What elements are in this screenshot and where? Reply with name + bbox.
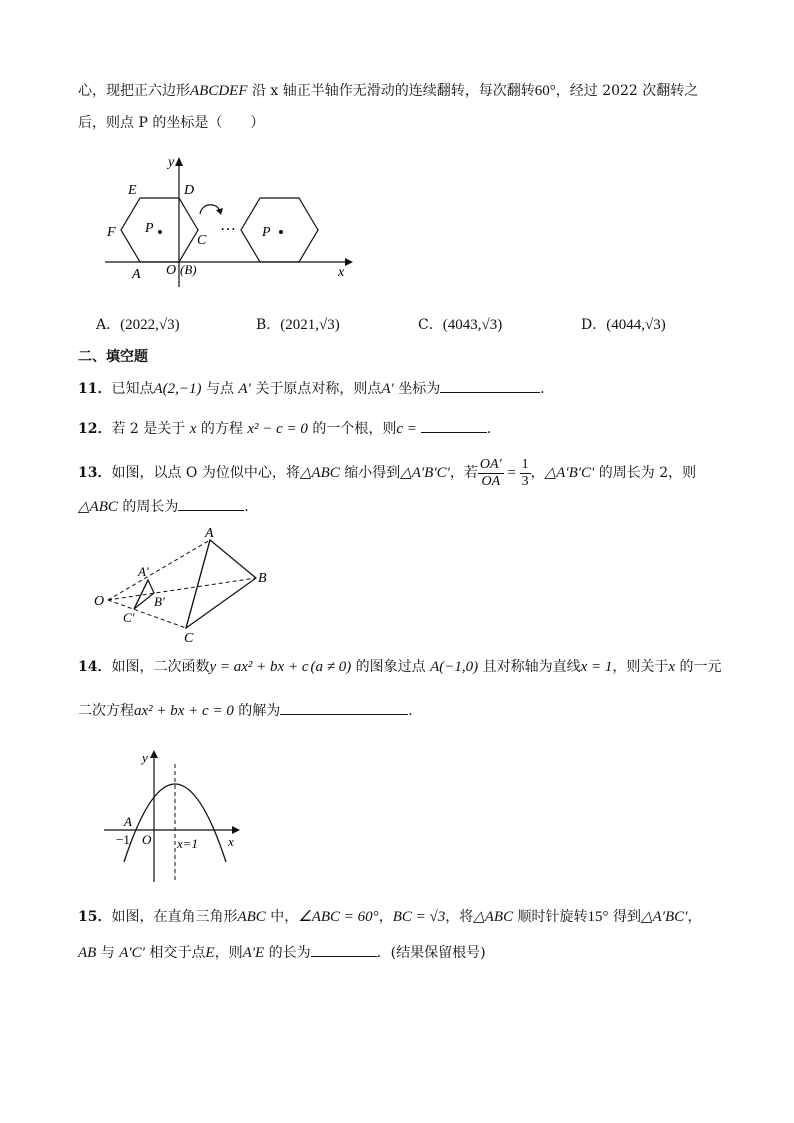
q14-text: 的解为 (233, 703, 281, 719)
q14-var: x (668, 659, 676, 675)
q11-text: 坐标为 (393, 381, 441, 397)
q15-point: E (205, 945, 215, 961)
q13-number: 13． (78, 465, 112, 481)
label-b: (B) (180, 262, 197, 277)
q15-text: 得到 (608, 909, 641, 925)
q11-point: A(2,−1) (153, 381, 202, 397)
section-title: 二、填空题 (78, 349, 148, 365)
hexagon-1 (121, 198, 198, 262)
option-value: (2022,√3) (120, 317, 180, 333)
q13-equals: = (503, 465, 520, 481)
q15-triangle: △A′BC′ (641, 909, 688, 925)
q12-text: 的一个根，则 (307, 421, 397, 437)
q12-number: 12． (78, 421, 112, 437)
q10-text: ，经过 2022 次翻转之 (555, 83, 699, 99)
q14-point: A(−1,0) (430, 659, 479, 675)
q10-line2 (78, 112, 264, 134)
q11-end: ． (540, 381, 555, 397)
q13-value-fraction: $\frac{1}{3}$ (521, 456, 529, 489)
q14-text: 如图，二次函数 (111, 659, 210, 675)
q14-end: ． (408, 703, 423, 719)
label-x: x (338, 265, 345, 280)
q15-line2 (78, 942, 486, 964)
q13-answer-blank[interactable] (178, 496, 244, 511)
option-letter: B． (256, 317, 281, 333)
label-x-equals-1: x=1 (177, 836, 199, 851)
label-e: E (128, 183, 137, 198)
label-b-prime: B′ (154, 594, 165, 609)
q11 (78, 378, 554, 400)
q15-segment: A′C′ (119, 945, 145, 961)
q13-text: ，若 (449, 465, 478, 481)
q15-line1 (78, 906, 701, 928)
q15-triangle: △ABC (473, 909, 514, 925)
option-a[interactable] (96, 314, 180, 336)
option-value: (2021,√3) (280, 317, 340, 333)
ellipsis-dots: … (220, 217, 236, 234)
q15-text: 顺时针旋转 (513, 909, 588, 925)
q14-text: 且对称轴为直线 (478, 659, 581, 675)
label-o: O (94, 594, 105, 609)
q15-segment: A′E (242, 945, 265, 961)
label-c: C (197, 233, 207, 248)
q15-rotation: 15° (587, 909, 609, 925)
q13-line1 (78, 456, 696, 490)
q12-equation: x² − c = 0 (247, 421, 308, 437)
option-value: (4043,√3) (442, 317, 503, 333)
q12-answer-blank[interactable] (421, 418, 487, 433)
label-o: O (142, 832, 152, 847)
label-y: y (142, 750, 148, 765)
q13-ratio-fraction: $\frac{OA'}{OA}$ (479, 456, 502, 489)
rotate-arrowhead-icon (216, 208, 223, 215)
q10-angle: 60° (534, 83, 556, 99)
q11-text: 关于原点对称，则点 (250, 381, 382, 397)
q10-text: 后，则点 P 的坐标是（ ） (78, 115, 265, 131)
q11-text: 已知点 (111, 381, 154, 397)
q11-number: 11． (78, 381, 112, 397)
label-a-prime: A′ (138, 564, 149, 579)
q13-text: ， (530, 465, 545, 481)
q15-text: ， (378, 909, 393, 925)
q15-triangle: ABC (237, 909, 266, 925)
q15-segment: AB (78, 945, 97, 961)
rotate-arrow-icon (200, 205, 220, 214)
q12-end: ． (486, 421, 501, 437)
hexagon-2 (241, 198, 318, 262)
q13-triangle: △ABC (78, 499, 118, 515)
label-f: F (107, 225, 116, 240)
triangle-abc (186, 540, 256, 628)
q10-line1 (78, 80, 698, 102)
q13-text: 如图，以点 O 为位似中心，将 (111, 465, 300, 481)
q14-answer-blank[interactable] (280, 700, 408, 715)
label-c: C (184, 631, 194, 646)
label-p-2: P (262, 225, 271, 240)
label-a: A (124, 814, 132, 829)
label-a: A (132, 267, 141, 282)
q13-text: 缩小得到 (339, 465, 401, 481)
q14-text: 的一元 (675, 659, 722, 675)
option-b[interactable] (256, 314, 340, 336)
label-y: y (168, 155, 175, 170)
label-a: A (205, 526, 214, 541)
x-axis-arrow-icon (345, 258, 353, 266)
q12-var: c = (396, 421, 417, 437)
q14-function: y = ax² + bx + c (209, 659, 309, 675)
q10-hexagon-figure (100, 152, 370, 292)
label-x: x (228, 834, 234, 849)
q15-angle: ∠ABC = 60° (298, 909, 379, 925)
y-axis-arrow-icon (175, 157, 183, 166)
q14-text: 二次方程 (78, 703, 134, 719)
q15-text: ，将 (445, 909, 474, 925)
label-d: D (184, 183, 195, 198)
point-p-2 (279, 230, 283, 234)
label-c-prime: C′ (123, 610, 135, 625)
q13-text: 的周长为 (117, 499, 179, 515)
option-letter: D． (581, 317, 607, 333)
point-p-1 (158, 230, 162, 234)
q14-axis: x = 1 (580, 659, 613, 675)
x-axis-arrow-icon (232, 826, 240, 834)
q11-point: A′ (238, 381, 251, 397)
q12-text: 的方程 (196, 421, 248, 437)
q13-triangle: △A′B′C′ (544, 465, 595, 481)
q13-triangle: △ABC (299, 465, 340, 481)
q10-text: 沿 x 轴正半轴作无滑动的连续翻转，每次翻转 (247, 83, 535, 99)
option-letter: A． (96, 317, 121, 333)
q13-similar-triangles-figure (90, 522, 280, 647)
q15-text: ， (687, 909, 702, 925)
q12 (78, 418, 501, 440)
option-value: (4044,√3) (606, 317, 666, 333)
label-p-1: P (145, 221, 154, 236)
q11-answer-blank[interactable] (440, 378, 540, 393)
option-d[interactable] (581, 314, 666, 336)
q15-text: 的长为 (264, 945, 311, 961)
q14-text: 的图象过点 (351, 659, 431, 675)
q14-line1 (78, 656, 722, 678)
q14-number: 14． (78, 659, 112, 675)
q13-text: 的周长为 2，则 (594, 465, 697, 481)
label-b: B (258, 571, 267, 586)
q15-text: 中， (265, 909, 299, 925)
q15-text: 相交于点 (144, 945, 206, 961)
q15-number: 15． (78, 909, 112, 925)
q15-text: 与 (96, 945, 120, 961)
q15-text: 如图，在直角三角形 (111, 909, 238, 925)
q15-answer-blank[interactable] (311, 942, 377, 957)
q14-equation: ax² + bx + c = 0 (134, 703, 234, 719)
option-c[interactable] (418, 314, 502, 336)
option-letter: C． (418, 317, 443, 333)
q15-text: ，则 (214, 945, 243, 961)
q13-end: ． (244, 499, 259, 515)
q15-end: ．(结果保留根号) (376, 945, 486, 961)
q15-side: BC = √3 (392, 909, 446, 925)
q13-line2 (78, 496, 258, 518)
q11-text: 与点 (201, 381, 239, 397)
q14-parabola-figure (100, 746, 250, 886)
q10-hexagon-name: ABCDEF (190, 83, 248, 99)
label-minus-one: −1 (116, 832, 130, 847)
q14-line2 (78, 700, 422, 722)
label-o: O (166, 263, 177, 278)
q13-triangle: △A′B′C′ (400, 465, 450, 481)
q11-point: A′ (381, 381, 394, 397)
y-axis-arrow-icon (150, 750, 158, 758)
q12-text: 若 2 是关于 (111, 421, 190, 437)
q10-text: 心，现把正六边形 (78, 83, 190, 99)
q12-var: x (189, 421, 197, 437)
q14-condition: (a ≠ 0) (310, 659, 352, 675)
q14-text: ，则关于 (612, 659, 669, 675)
